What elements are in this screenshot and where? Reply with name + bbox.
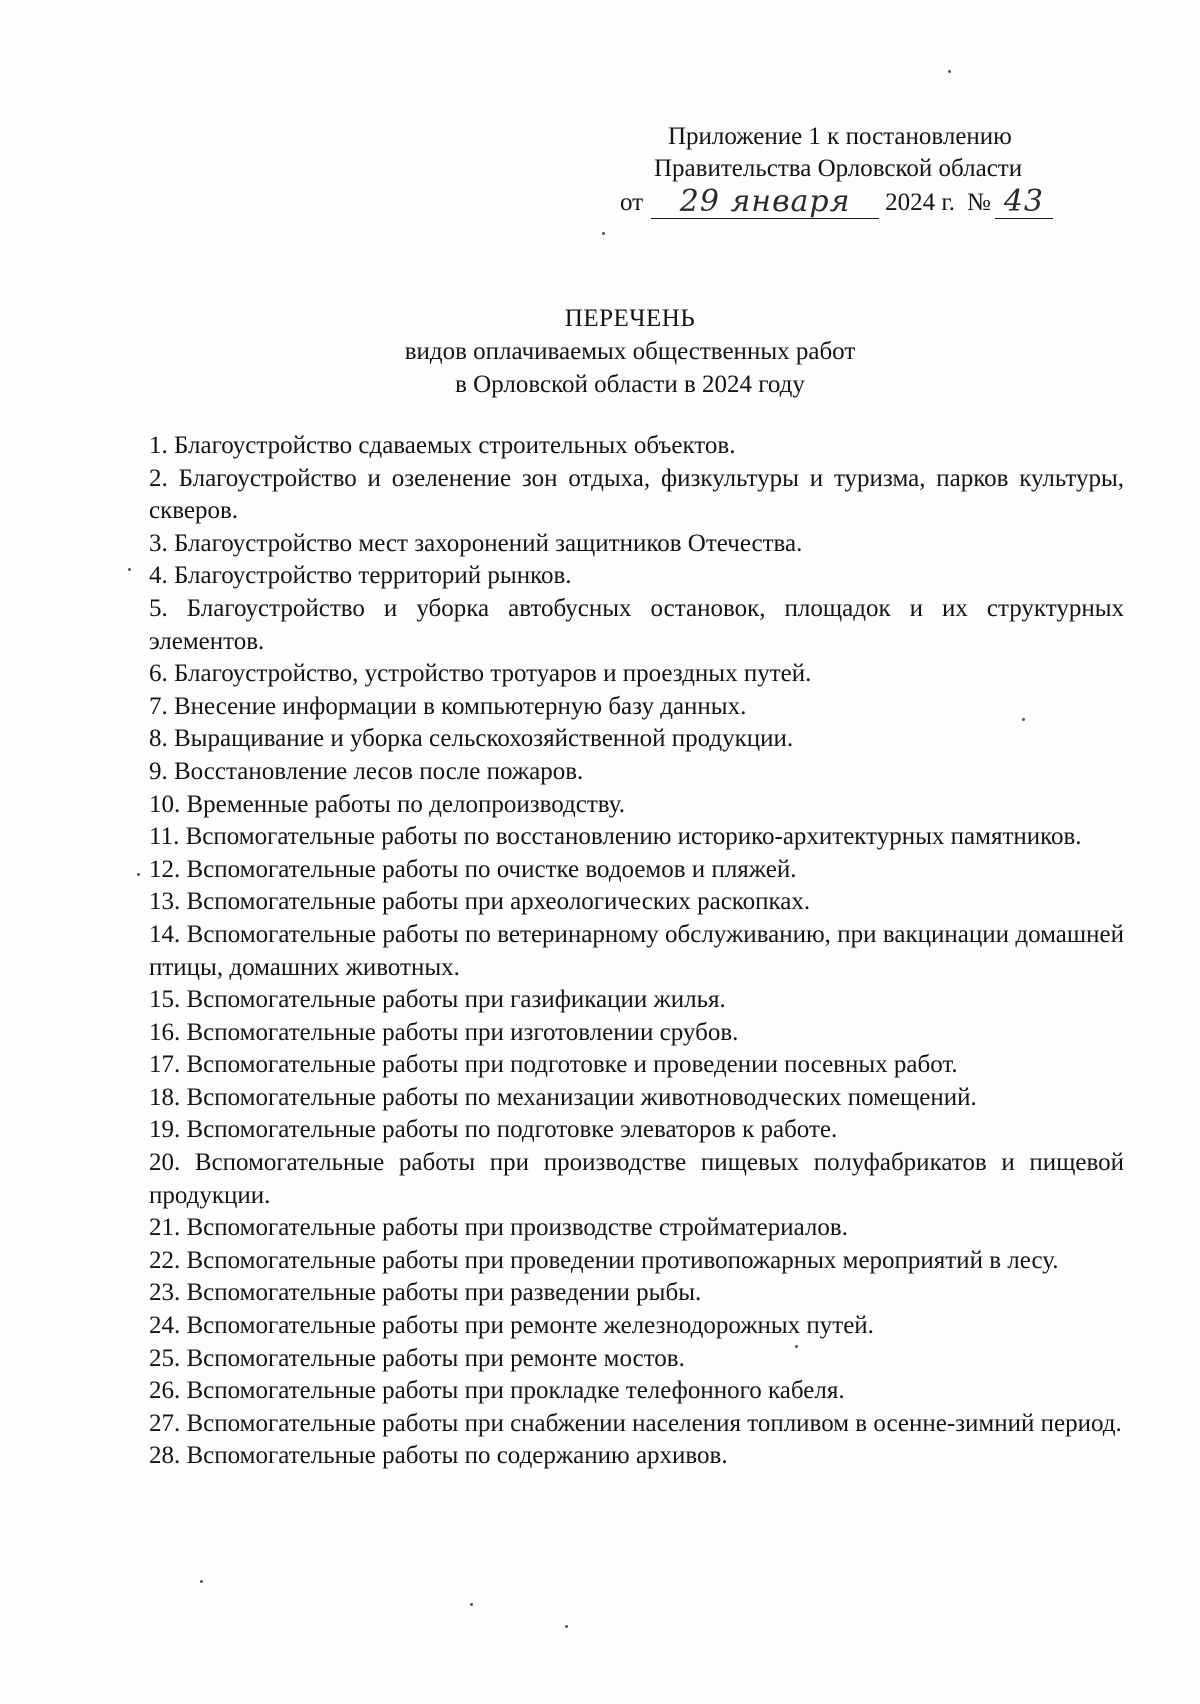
list-item: 18. Вспомогательные работы по механизации животноводческих помещений. xyxy=(149,1083,977,1111)
scan-speck xyxy=(565,1625,568,1628)
list-item: 1. Благоустройство сдаваемых строительных объектов. xyxy=(149,432,736,459)
annex-date-field xyxy=(651,184,879,219)
list-item: 3. Благоустройство мест захоронений защитников Отечества. xyxy=(149,529,803,557)
list-item: 2. Благоустройство и озеленение зон отдыха, физкультуры и туризма, парков культуры, скверов. xyxy=(149,464,1124,525)
list-item: 14. Вспомогательные работы по ветеринарному обслуживанию, при вакцинации домашней птицы, домашних животных. xyxy=(149,920,1124,981)
annex-line-2: Правительства Орловской области xyxy=(654,155,1023,182)
list-item: 24. Вспомогательные работы при ремонте железнодорожных путей. xyxy=(149,1312,874,1340)
list-item: 6. Благоустройство, устройство тротуаров и проездных путей. xyxy=(149,660,812,688)
scan-speck xyxy=(137,873,140,876)
document-subtitle-line-1: видов оплачиваемых общественных работ xyxy=(404,338,856,365)
list-item: 11. Вспомогательные работы по восстановлению историко-архитектурных памятников. xyxy=(149,823,1082,851)
annex-date-line xyxy=(620,184,1053,219)
annex-date-prefix: от xyxy=(620,189,644,216)
annex-number-field xyxy=(995,184,1053,219)
scan-speck xyxy=(470,1603,473,1606)
list-item: 9. Восстановление лесов после пожаров. xyxy=(149,757,584,785)
list-item: 23. Вспомогательные работы при разведении рыбы. xyxy=(149,1279,702,1307)
annex-line-1: Приложение 1 к постановлению xyxy=(668,123,1012,150)
list-item: 13. Вспомогательные работы при археологических раскопках. xyxy=(149,888,811,916)
scan-speck xyxy=(200,1580,203,1583)
list-item: 21. Вспомогательные работы при производстве стройматериалов. xyxy=(149,1214,848,1242)
list-item: 17. Вспомогательные работы при подготовке и проведении посевных работ. xyxy=(149,1051,958,1079)
works-list xyxy=(149,430,1124,1473)
list-item: 27. Вспомогательные работы при снабжении населения топливом в осенне-зимний период. xyxy=(149,1409,1122,1437)
list-item: 4. Благоустройство территорий рынков. xyxy=(149,562,572,590)
list-item: 12. Вспомогательные работы по очистке водоемов и пляжей. xyxy=(149,855,797,883)
scan-speck xyxy=(1022,718,1025,721)
list-item: 28. Вспомогательные работы по содержанию архивов. xyxy=(149,1442,728,1470)
scan-speck xyxy=(795,1345,798,1348)
scan-speck xyxy=(602,232,605,235)
annex-number-sign: № xyxy=(967,189,991,216)
document-title: ПЕРЕЧЕНЬ xyxy=(564,305,696,332)
list-item: 16. Вспомогательные работы при изготовлении срубов. xyxy=(149,1018,739,1046)
list-item: 5. Благоустройство и уборка автобусных остановок, площадок и их структурных элементов. xyxy=(149,594,1124,655)
list-item: 22. Вспомогательные работы при проведении противопожарных мероприятий в лесу. xyxy=(149,1246,1059,1274)
list-item: 20. Вспомогательные работы при производстве пищевых полуфабрикатов и пищевой продукции. xyxy=(149,1149,1124,1209)
document-subtitle-line-2: в Орловской области в 2024 году xyxy=(455,371,805,398)
list-item: 26. Вспомогательные работы при прокладке телефонного кабеля. xyxy=(149,1377,845,1405)
list-item: 10. Временные работы по делопроизводству. xyxy=(149,790,625,818)
list-item: 25. Вспомогательные работы при ремонте мостов. xyxy=(149,1344,685,1372)
list-item: 19. Вспомогательные работы по подготовке элеваторов к работе. xyxy=(149,1116,838,1144)
document-heading xyxy=(0,302,1200,401)
scan-speck xyxy=(948,70,951,73)
list-item: 15. Вспомогательные работы при газификации жилья. xyxy=(149,986,726,1014)
scan-speck xyxy=(128,568,131,571)
annex-year: 2024 г. xyxy=(885,189,956,216)
handwritten-number: 43 xyxy=(1003,184,1044,219)
list-item: 8. Выращивание и уборка сельскохозяйственной продукции. xyxy=(149,725,794,753)
handwritten-date: 29 января xyxy=(679,184,851,219)
list-item: 7. Внесение информации в компьютерную базу данных. xyxy=(149,692,747,720)
